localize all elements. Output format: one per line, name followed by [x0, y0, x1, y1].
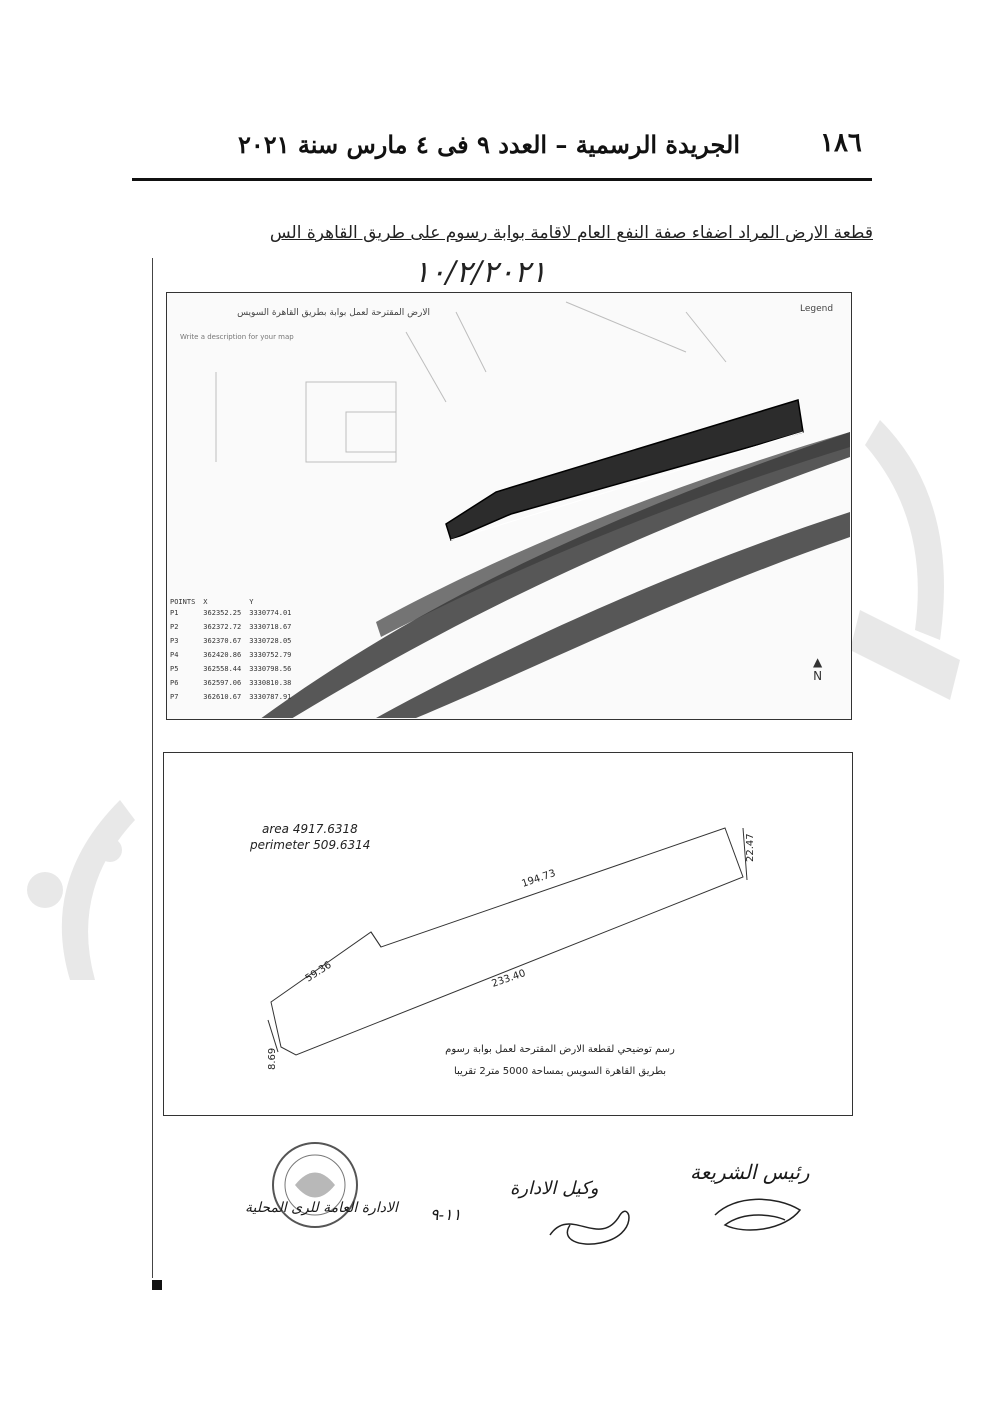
- signature-scribble: [540, 1195, 650, 1255]
- point-id: P4: [170, 651, 179, 659]
- point-x: 362420.86: [203, 651, 242, 659]
- table-header-row: [170, 598, 299, 606]
- parcel-outline: [163, 752, 851, 1114]
- point-x: 362558.44: [203, 665, 242, 673]
- signature-2: وكيل الادارة: [510, 1178, 599, 1199]
- point-y: 3330728.05: [249, 637, 292, 645]
- point-x: 362597.06: [203, 679, 242, 687]
- point-id: P1: [170, 609, 179, 617]
- map-title: الارض المقترحة لعمل بوابة بطريق القاهرة السويس: [237, 308, 430, 318]
- point-x: 362352.25: [203, 609, 242, 617]
- table-row: [170, 606, 299, 620]
- dim-diag-label: 59.36: [303, 959, 334, 985]
- table-row: [170, 620, 299, 634]
- col-x: X: [203, 598, 208, 606]
- col-points: POINTS: [170, 598, 196, 606]
- signature-3: ١١-٩: [430, 1205, 462, 1224]
- handwritten-date: ١٠/٢/٢٠٢١: [413, 255, 547, 290]
- col-y: Y: [249, 598, 254, 606]
- point-id: P6: [170, 679, 179, 687]
- point-y: 3330787.91: [249, 693, 292, 701]
- perimeter-label: perimeter 509.6314: [250, 838, 371, 852]
- page-number: ١٨٦: [820, 128, 862, 158]
- point-id: P3: [170, 637, 179, 645]
- map-legend: Legend: [800, 304, 834, 314]
- dim-left-label: 8.69: [267, 1047, 278, 1070]
- point-y: 3330774.01: [249, 609, 292, 617]
- table-row: [170, 676, 299, 690]
- document-caption: قطعة الارض المراد اضفاء صفة النفع العام لاقامة بوابة رسوم على طريق القاهرة الس: [269, 223, 873, 243]
- signature-scribble-2: [705, 1190, 815, 1240]
- official-seal: [265, 1135, 365, 1235]
- point-y: 3330798.56: [249, 665, 292, 673]
- point-x: 362372.72: [203, 623, 242, 631]
- point-x: 362370.67: [203, 637, 242, 645]
- header-rule: [132, 178, 872, 181]
- table-row: [170, 662, 299, 676]
- plan-caption-line2: بطريق القاهرة السويس بمساحة 5000 متر2 تقريبا: [453, 1066, 667, 1077]
- point-id: P5: [170, 665, 179, 673]
- map-subtitle: Write a description for your map: [180, 333, 294, 341]
- point-y: 3330718.67: [249, 623, 292, 631]
- table-row: [170, 690, 299, 704]
- gazette-title: الجريدة الرسمية – العدد ٩ فى ٤ مارس سنة ٢٠٢١: [237, 130, 740, 159]
- table-row: [170, 648, 299, 662]
- north-label: N: [813, 669, 823, 683]
- signature-4: الادارة العامة للرى المحلية: [245, 1200, 398, 1216]
- area-label: area 4917.6318: [262, 822, 358, 836]
- table-row: [170, 634, 299, 648]
- point-id: P2: [170, 623, 179, 631]
- point-id: P7: [170, 693, 179, 701]
- dim-right-label: 22.47: [745, 833, 756, 862]
- dim-bottom-label: 233.40: [490, 968, 528, 990]
- point-y: 3330752.79: [249, 651, 292, 659]
- scan-mark: [152, 1280, 162, 1290]
- signature-1: رئيس الشريعة: [690, 1160, 810, 1184]
- point-y: 3330810.38: [249, 679, 292, 687]
- plan-caption-line1: رسم توضيحي لقطعة الارض المقترحة لعمل بوابة رسوم: [445, 1044, 675, 1055]
- coordinates-table: [170, 598, 299, 704]
- point-x: 362610.67: [203, 693, 242, 701]
- dim-top-label: 194.73: [520, 868, 558, 890]
- north-arrow-icon: ▲ N: [813, 655, 823, 683]
